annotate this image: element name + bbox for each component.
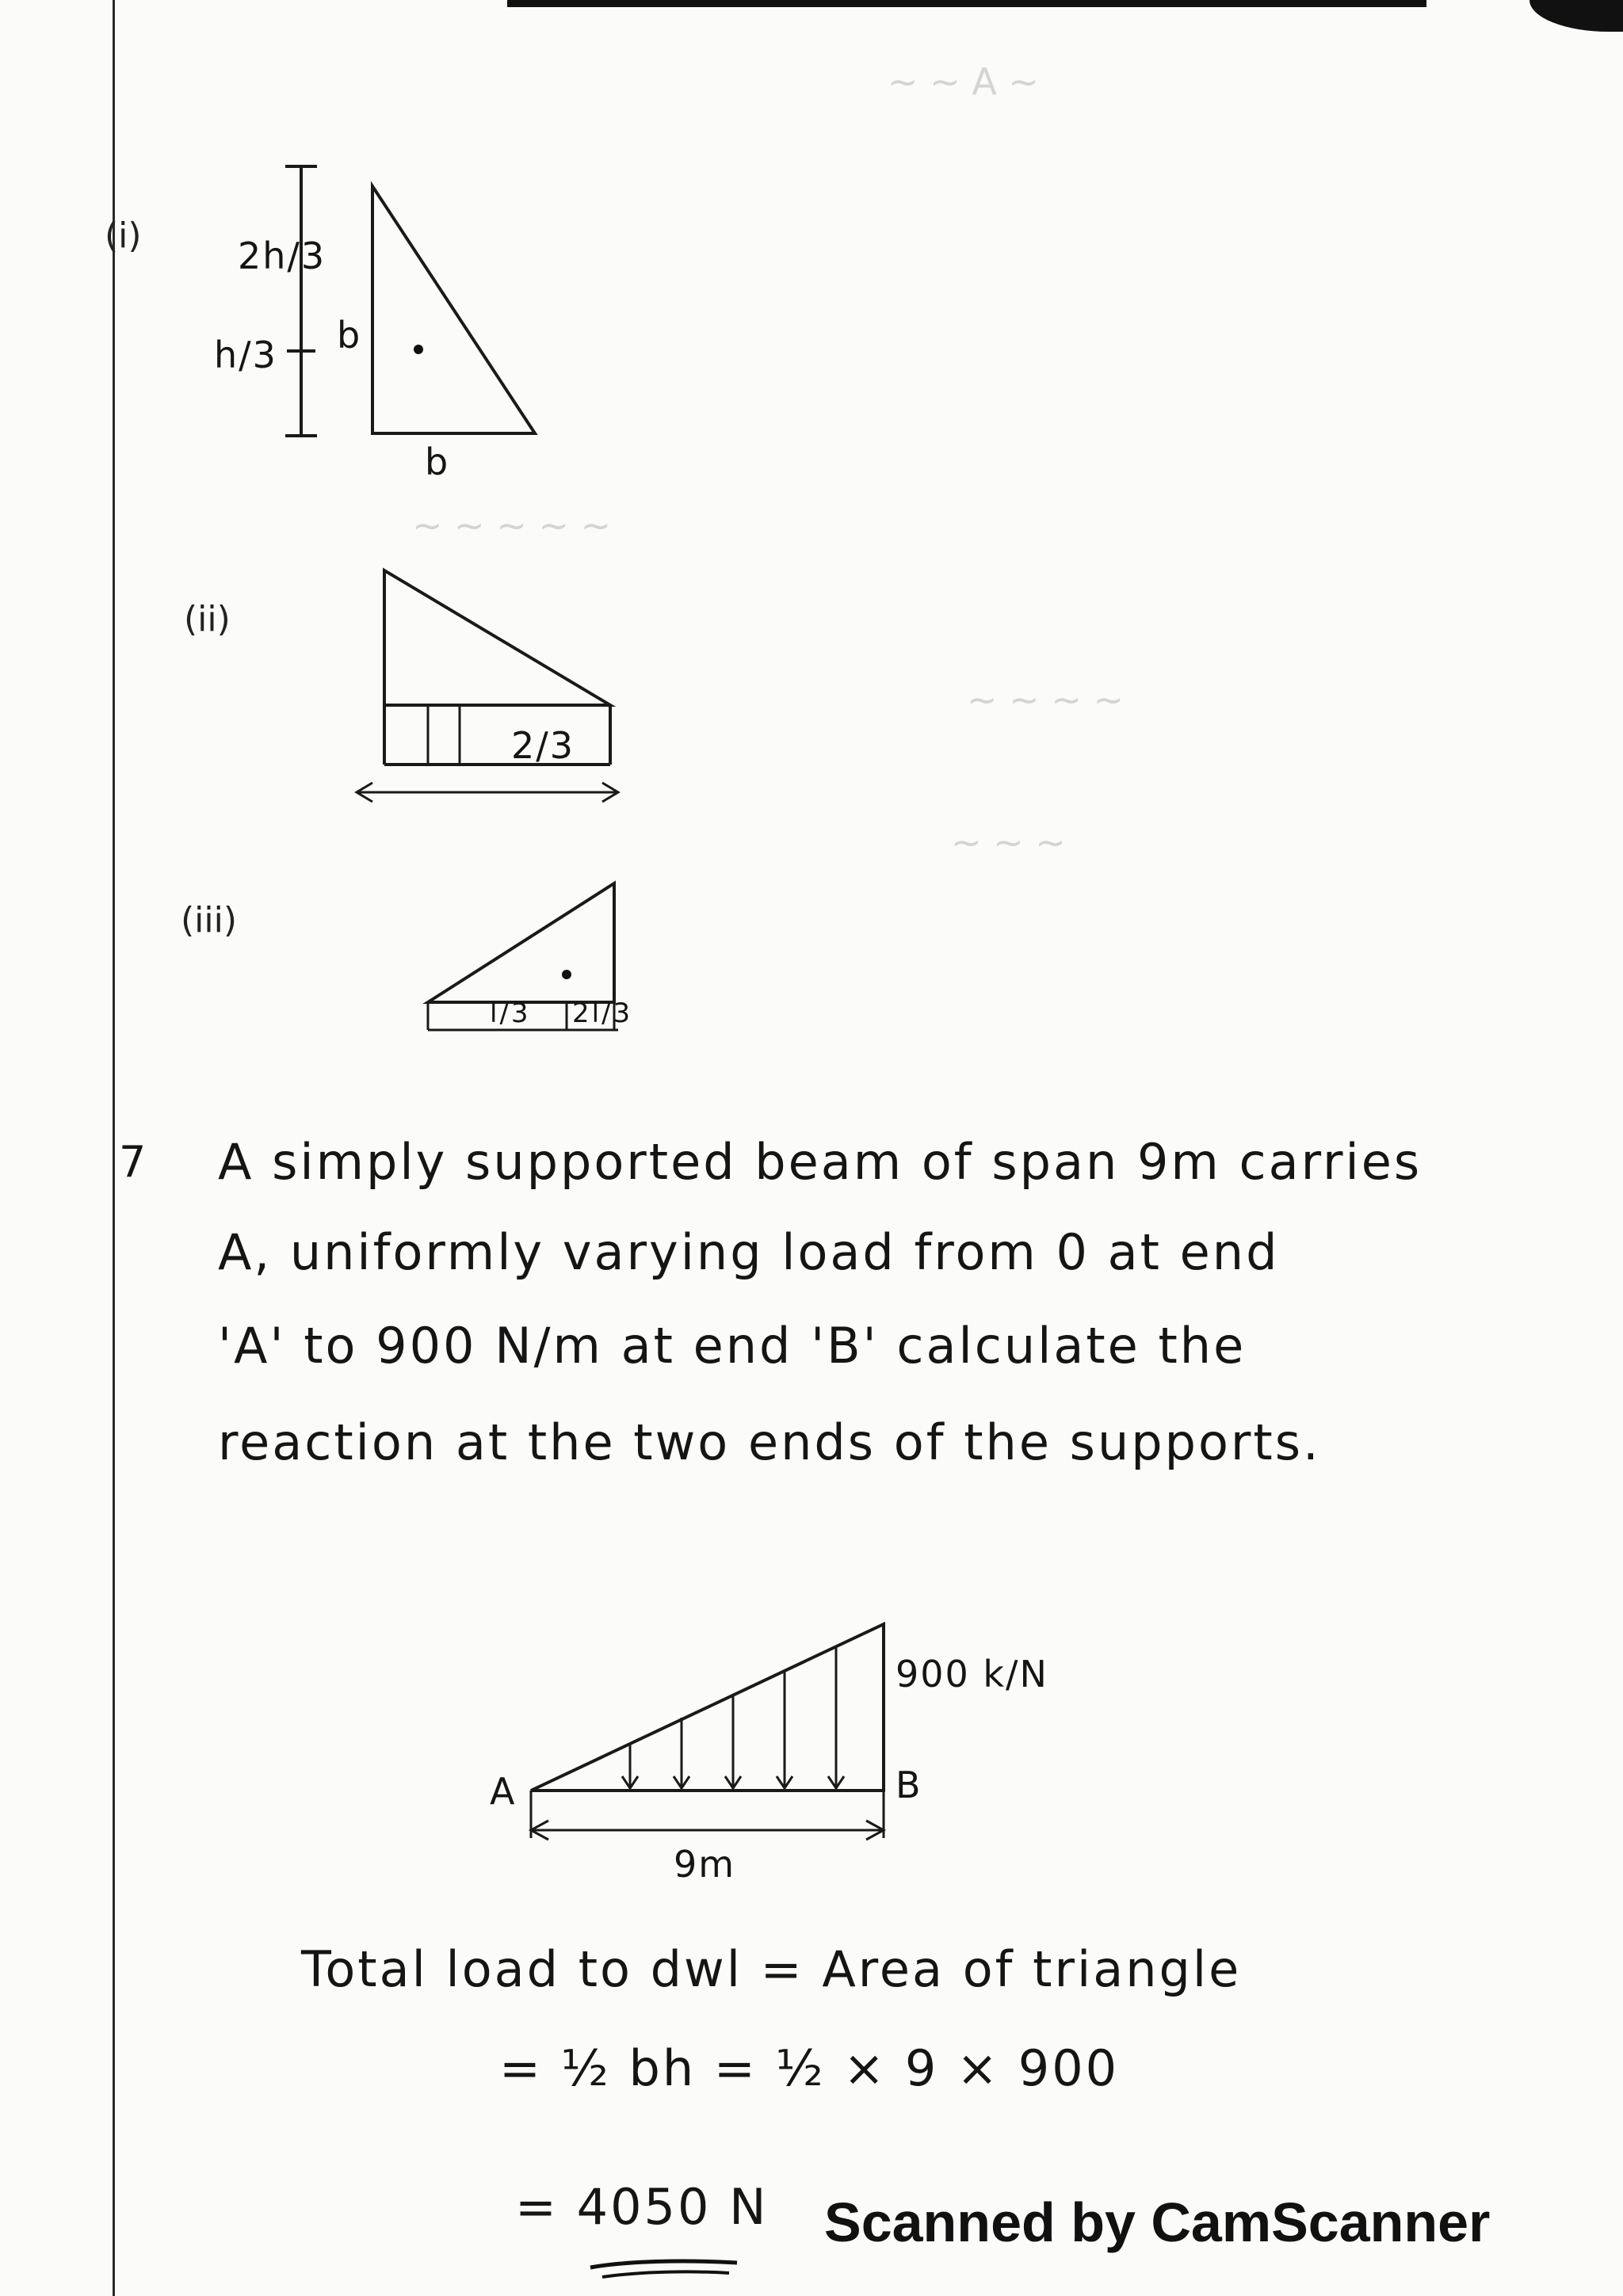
beam-end-a-label: A	[490, 1770, 517, 1813]
solution-line-1: Total load to dwl = Area of triangle	[301, 1940, 1242, 1998]
margin-line	[113, 0, 115, 2296]
problem-number: 7	[119, 1137, 149, 1187]
figure-1-height-label: b	[337, 314, 362, 357]
solution-line-2: = ½ bh = ½ × 9 × 900	[499, 2039, 1120, 2097]
top-edge-shadow	[507, 0, 1426, 7]
figure-1-label: (i)	[105, 215, 142, 256]
beam-end-b-label: B	[896, 1764, 922, 1806]
bleed-through: ~ ~ ~ ~ ~	[412, 504, 612, 547]
top-corner-shadow	[1529, 0, 1623, 32]
camscanner-watermark: Scanned by CamScanner	[824, 2191, 1491, 2253]
figure-2-fraction: 2/3	[511, 724, 575, 767]
problem-line-2: A, uniformly varying load from 0 at end	[218, 1223, 1280, 1281]
bleed-through: ~ ~ A ~	[888, 60, 1039, 103]
figure-1-top-fraction: 2h/3	[238, 235, 327, 277]
bleed-through: ~ ~ ~ ~	[967, 678, 1125, 721]
problem-line-1: A simply supported beam of span 9m carries	[218, 1133, 1423, 1191]
figure-3-left-fraction: l/3	[490, 997, 531, 1029]
figure-3-label: (iii)	[181, 900, 238, 940]
problem-line-4: reaction at the two ends of the supports.	[218, 1413, 1321, 1471]
solution-line-3: = 4050 N	[515, 2178, 769, 2236]
bleed-through: ~ ~ ~	[951, 821, 1066, 864]
answer-underline	[586, 2250, 745, 2282]
beam-load-diagram	[460, 1592, 935, 1878]
figure-1-triangle	[222, 154, 555, 471]
figure-2-triangle	[349, 555, 634, 856]
figure-1-bottom-fraction: h/3	[214, 334, 277, 376]
beam-span-label: 9m	[674, 1843, 736, 1886]
problem-line-3: 'A' to 900 N/m at end 'B' calculate the	[218, 1317, 1247, 1375]
beam-load-label: 900 k/N	[896, 1653, 1048, 1695]
figure-2-label: (ii)	[184, 599, 231, 639]
figure-1-base-label: b	[425, 441, 450, 483]
figure-3-right-fraction: 2l/3	[572, 997, 633, 1029]
